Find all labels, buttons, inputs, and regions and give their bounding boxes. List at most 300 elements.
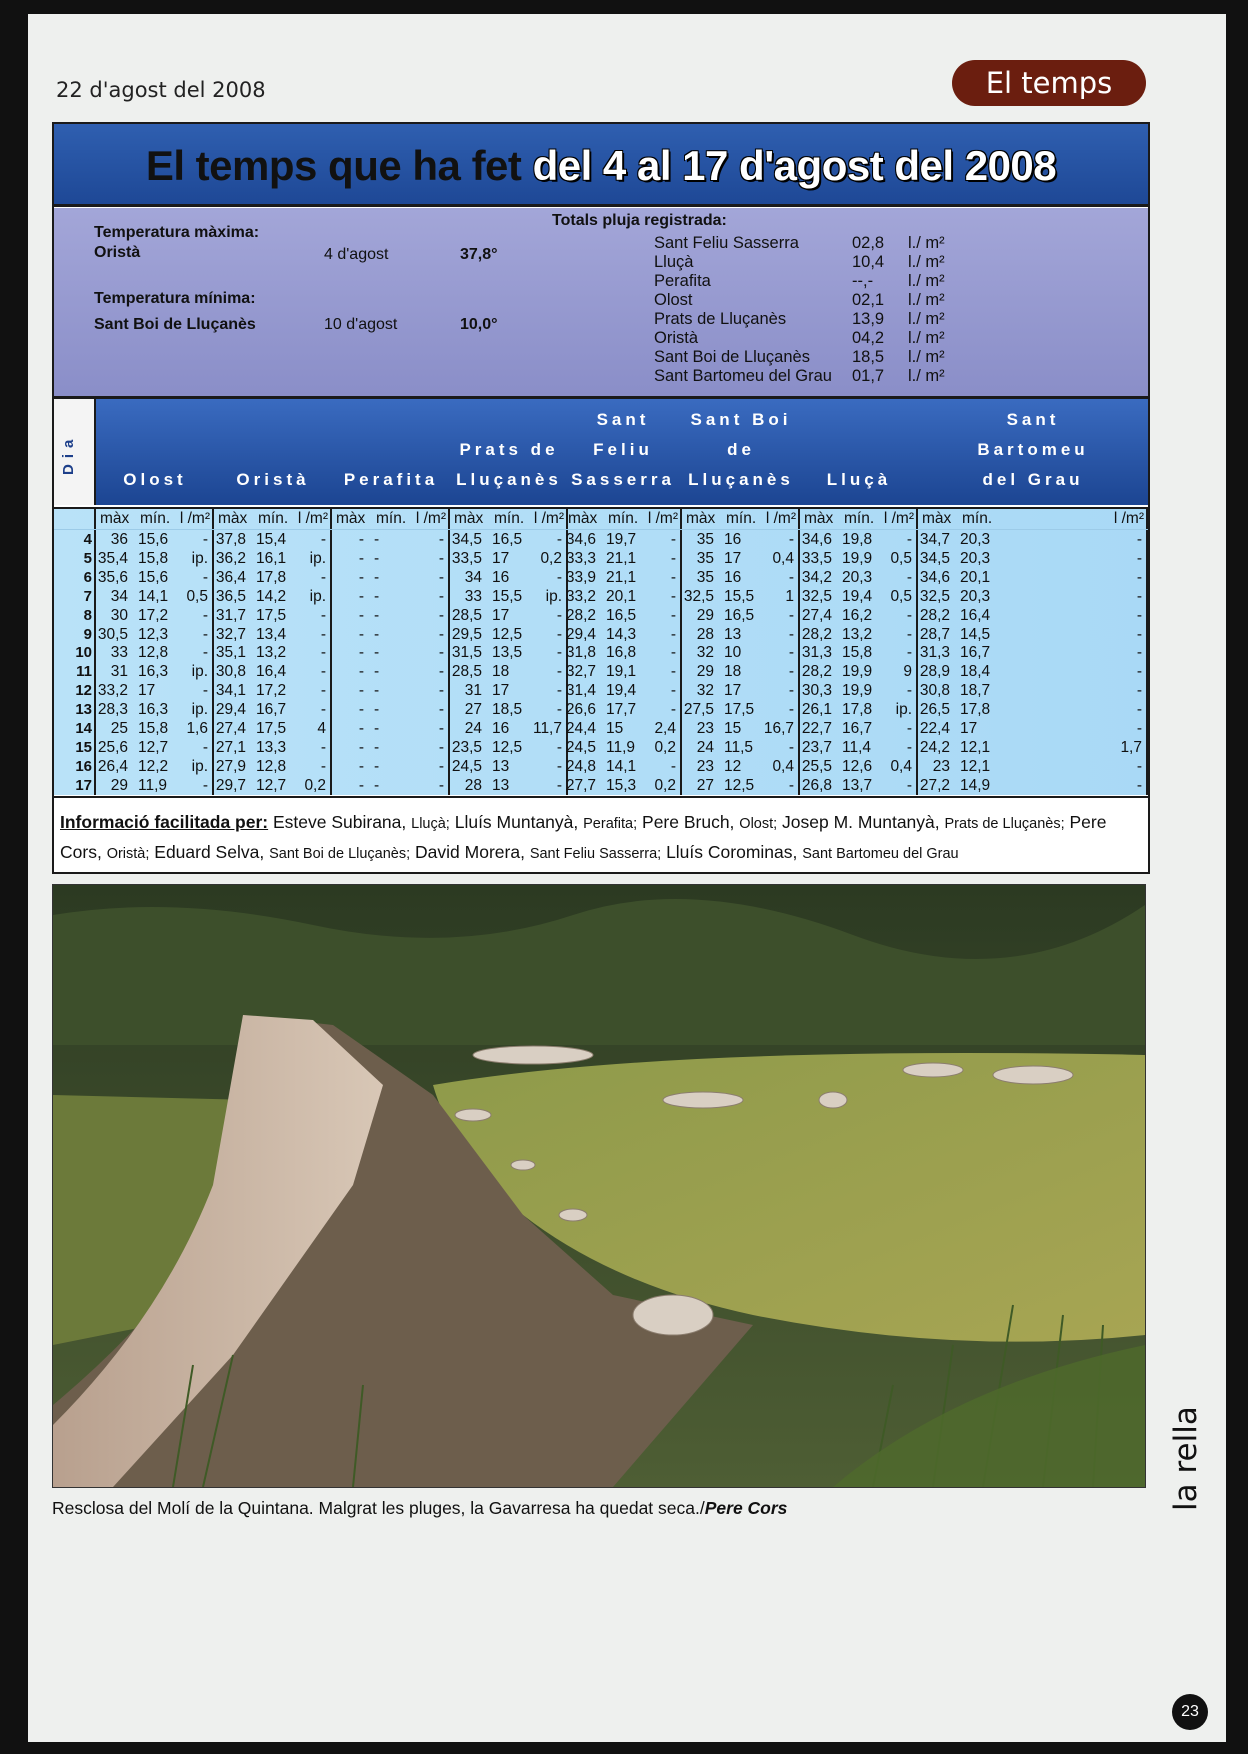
cell-rain: -: [202, 568, 208, 586]
cell-min: 13,5: [492, 644, 523, 662]
cell-rain: -: [438, 568, 444, 586]
cell-min: -: [374, 757, 380, 775]
cell-min: 18: [492, 663, 510, 681]
cell-max: 24,5: [451, 757, 482, 775]
sub-header: [96, 510, 214, 530]
cell-max: 29,4: [215, 701, 246, 719]
cell-rain: -: [556, 701, 562, 719]
cell-max: 34,2: [801, 568, 832, 586]
location-header: Sant Bartomeu del Grau: [977, 410, 1089, 489]
cell-min: 17,5: [724, 701, 755, 719]
day-cell: 8: [83, 606, 92, 624]
cell-max: 27,2: [919, 776, 950, 794]
cell-rain: -: [438, 587, 444, 605]
cell-max: -: [358, 720, 364, 737]
sub-header-max: màx: [804, 510, 834, 527]
cell-min: 20,1: [960, 568, 991, 586]
cell-max: -: [358, 568, 364, 586]
cell-min: 20,3: [842, 568, 873, 586]
cell-min: 16,3: [138, 701, 169, 719]
sub-header-max: màx: [922, 510, 952, 527]
cell-rain: 0,2: [654, 776, 676, 794]
cell-min: 16,7: [960, 644, 991, 662]
sub-header-min: mín.: [962, 510, 993, 527]
cell-max: 36,5: [215, 587, 246, 605]
cell-max: -: [358, 625, 364, 643]
cell-max: 31,3: [919, 644, 950, 662]
cell-max: -: [358, 682, 364, 700]
cell-rain: -: [1136, 663, 1142, 681]
cell-rain: -: [906, 720, 912, 737]
rain-row: [654, 367, 1134, 387]
cell-max: 36,2: [215, 549, 246, 567]
cell-max: 27: [464, 701, 482, 719]
cell-min: 18: [724, 663, 742, 681]
day-cell: 16: [75, 757, 92, 775]
cell-max: 28,5: [451, 663, 482, 681]
cell-rain: -: [788, 663, 794, 681]
day-header: Dia: [60, 433, 77, 475]
cell-rain: -: [438, 720, 444, 737]
rain-value: 02,8: [852, 234, 885, 252]
max-temp-date: 4 d'agost: [324, 246, 389, 263]
cell-min: 13: [492, 757, 510, 775]
cell-rain: -: [320, 625, 326, 643]
cell-max: 30,5: [97, 625, 128, 643]
rain-value: 01,7: [852, 367, 885, 385]
credit-person: David Morera,: [415, 842, 525, 862]
cell-min: 12,7: [138, 738, 169, 756]
rain-value: 10,4: [852, 253, 885, 271]
cell-rain: -: [670, 663, 676, 681]
sub-header-divider: [54, 529, 1148, 530]
cell-min: 15,5: [724, 587, 755, 605]
cell-rain: -: [788, 701, 794, 719]
cell-rain: -: [202, 531, 208, 548]
cell-max: 23: [696, 720, 714, 737]
cell-min: 19,1: [606, 663, 637, 681]
cell-rain: -: [1136, 776, 1142, 794]
rain-place: Sant Boi de Lluçanès: [654, 348, 810, 366]
cell-rain: -: [556, 776, 562, 794]
cell-rain: -: [320, 531, 326, 548]
cell-rain: -: [320, 738, 326, 756]
cell-max: 35: [696, 531, 714, 548]
cell-max: 26,4: [97, 757, 128, 775]
cell-max: 33,2: [97, 682, 128, 700]
min-temp-value: 10,0°: [460, 316, 498, 333]
cell-min: 12,8: [138, 644, 169, 662]
cell-max: 25: [110, 720, 128, 737]
cell-min: 16,7: [842, 720, 873, 737]
cell-max: 33,5: [801, 549, 832, 567]
day-cell: 15: [75, 738, 92, 756]
cell-max: 29: [110, 776, 128, 794]
sub-header: [332, 510, 450, 530]
cell-max: 28,2: [565, 606, 596, 624]
cell-min: 17: [492, 606, 510, 624]
cell-max: -: [358, 531, 364, 548]
min-temp-date: 10 d'agost: [324, 316, 398, 333]
rain-place: Lluçà: [654, 253, 694, 271]
cell-min: 16,5: [724, 606, 755, 624]
cell-min: 17,5: [256, 720, 287, 737]
rain-unit: l./ m²: [908, 310, 945, 328]
cell-min: 13,4: [256, 625, 287, 643]
photo-credit: Pere Cors: [704, 1498, 788, 1518]
cell-min: 17,2: [138, 606, 169, 624]
sub-header-rain: l /m²: [533, 510, 564, 527]
photo-caption-text: Resclosa del Molí de la Quintana. Malgrat les pluges, la Gavarresa ha quedat seca./: [52, 1498, 705, 1518]
credits: [54, 796, 1148, 872]
table-body: [54, 507, 1148, 795]
cell-max: 28: [464, 776, 482, 794]
cell-min: 12,7: [256, 776, 287, 794]
title-part1: El temps que ha fet: [145, 142, 522, 189]
issue-date: 22 d'agost del 2008: [56, 78, 266, 102]
cell-rain: -: [788, 776, 794, 794]
cell-max: 34: [464, 568, 482, 586]
day-cell: 13: [75, 701, 92, 719]
cell-rain: -: [320, 682, 326, 700]
cell-min: 12,2: [138, 757, 169, 775]
cell-max: -: [358, 549, 364, 567]
cell-min: 12,5: [492, 625, 523, 643]
sub-header-rain: l /m²: [883, 510, 914, 527]
cell-rain: -: [906, 531, 912, 548]
cell-rain: -: [438, 531, 444, 548]
cell-max: 29,5: [451, 625, 482, 643]
cell-rain: -: [438, 606, 444, 624]
cell-min: 16,2: [842, 606, 873, 624]
stats-box: [54, 208, 1148, 399]
max-temp-place: Oristà: [94, 244, 141, 261]
cell-min: -: [374, 625, 380, 643]
cell-min: 20,3: [960, 531, 991, 548]
rain-unit: l./ m²: [908, 367, 945, 385]
cell-rain: -: [556, 606, 562, 624]
location-column: [564, 509, 682, 795]
rain-row: [654, 234, 1134, 254]
sub-header: [564, 510, 682, 530]
cell-max: 34: [110, 587, 128, 605]
cell-max: -: [358, 701, 364, 719]
cell-rain: 0,5: [186, 587, 208, 605]
cell-rain: -: [788, 531, 794, 548]
cell-rain: -: [556, 531, 562, 548]
cell-max: 27: [696, 776, 714, 794]
location-header: Prats de Lluçanès: [456, 440, 562, 489]
magazine-name: la rella: [1168, 1406, 1204, 1512]
cell-max: 34,6: [919, 568, 950, 586]
sub-header-max: màx: [336, 510, 366, 527]
cell-min: -: [374, 531, 380, 548]
cell-rain: ip.: [191, 757, 208, 775]
cell-min: 16: [492, 720, 510, 737]
cell-rain: 9: [903, 663, 912, 681]
page: [28, 14, 1226, 1742]
cell-max: 31,8: [565, 644, 596, 662]
cell-min: 14,1: [138, 587, 169, 605]
title-part2: del 4 al 17 d'agost del 2008: [532, 142, 1057, 189]
cell-min: 14,5: [960, 625, 991, 643]
cell-min: 17: [492, 682, 510, 700]
cell-max: 33,9: [565, 568, 596, 586]
cell-min: 15: [724, 720, 742, 737]
cell-min: 12,6: [842, 757, 873, 775]
cell-min: -: [374, 701, 380, 719]
cell-rain: 0,2: [304, 776, 326, 794]
credit-person: Lluís Corominas,: [666, 842, 798, 862]
credit-place: Prats de Lluçanès;: [944, 816, 1065, 832]
cell-rain: -: [670, 682, 676, 700]
title-band: [54, 124, 1148, 207]
cell-min: 17,8: [960, 701, 991, 719]
cell-rain: -: [788, 568, 794, 586]
rain-value: 18,5: [852, 348, 885, 366]
credit-place: Sant Feliu Sasserra;: [529, 846, 662, 862]
cell-min: 11,9: [138, 776, 168, 794]
cell-rain: -: [670, 531, 676, 548]
cell-rain: -: [1136, 587, 1142, 605]
day-cell: 10: [75, 644, 92, 662]
rain-place: Prats de Lluçanès: [654, 310, 787, 328]
cell-min: 16,7: [256, 701, 287, 719]
day-cell: 11: [76, 663, 92, 681]
cell-rain: -: [788, 682, 794, 700]
cell-max: 23: [932, 757, 950, 775]
location-column: [450, 509, 568, 795]
cell-rain: -: [438, 644, 444, 662]
rain-unit: l./ m²: [908, 329, 945, 347]
cell-max: 24: [696, 738, 714, 756]
cell-min: 16,8: [606, 644, 637, 662]
sub-header: [214, 510, 332, 530]
rain-row: [654, 272, 1134, 292]
cell-rain: -: [1136, 757, 1142, 775]
credit-person: Esteve Subirana,: [272, 812, 407, 832]
cell-rain: -: [202, 738, 208, 756]
rain-place: Oristà: [654, 329, 699, 347]
cell-max: 31,4: [565, 682, 596, 700]
cell-max: 29: [696, 663, 714, 681]
sub-header-min: mín.: [494, 510, 525, 527]
cell-max: 32,7: [215, 625, 246, 643]
cell-rain: -: [906, 568, 912, 586]
cell-min: 16: [492, 568, 510, 586]
cell-rain: -: [670, 701, 676, 719]
cell-max: 31,3: [801, 644, 832, 662]
cell-max: 33: [464, 587, 482, 605]
cell-max: 27,4: [215, 720, 246, 737]
cell-min: -: [374, 549, 380, 567]
cell-rain: 4: [317, 720, 326, 737]
sub-header-rain: l /m²: [179, 510, 210, 527]
sub-header-max: màx: [568, 510, 598, 527]
cell-rain: -: [788, 625, 794, 643]
cell-rain: -: [556, 644, 562, 662]
cell-max: 34,7: [919, 531, 950, 548]
cell-rain: -: [320, 606, 326, 624]
cell-rain: -: [670, 757, 676, 775]
location-header-row: [96, 399, 1148, 505]
cell-max: 25,5: [801, 757, 832, 775]
cell-max: 35,4: [97, 549, 128, 567]
cell-min: 13,2: [256, 644, 287, 662]
cell-min: 12,1: [960, 738, 991, 756]
rain-place: Sant Bartomeu del Grau: [654, 367, 832, 385]
cell-max: 28,2: [801, 625, 832, 643]
rain-row: [654, 329, 1134, 349]
rain-place: Perafita: [654, 272, 711, 290]
sub-header-min: mín.: [844, 510, 875, 527]
cell-min: 15,6: [138, 531, 169, 548]
cell-rain: -: [438, 776, 444, 794]
day-cell: 17: [75, 776, 92, 794]
cell-max: 28: [696, 625, 714, 643]
cell-min: 18,5: [492, 701, 523, 719]
cell-min: 17: [492, 549, 510, 567]
credit-place: Sant Boi de Lluçanès;: [269, 846, 411, 862]
cell-max: 24,5: [565, 738, 596, 756]
cell-rain: 1,6: [186, 720, 208, 737]
cell-max: -: [358, 663, 364, 681]
rain-value: 02,1: [852, 291, 885, 309]
cell-max: 28,9: [919, 663, 950, 681]
cell-min: 13,3: [256, 738, 287, 756]
location-column: [918, 509, 1148, 795]
cell-max: 28,5: [451, 606, 482, 624]
cell-max: 32,5: [919, 587, 950, 605]
cell-max: 37,8: [215, 531, 246, 548]
cell-rain: -: [1136, 606, 1142, 624]
cell-min: 11,9: [606, 738, 636, 756]
cell-rain: ip.: [545, 587, 562, 605]
sub-header-min: mín.: [258, 510, 289, 527]
cell-min: 12,3: [138, 625, 169, 643]
cell-max: 27,9: [215, 757, 246, 775]
cell-max: 33,2: [565, 587, 596, 605]
section-badge: El temps: [952, 60, 1146, 106]
cell-min: 14,1: [606, 757, 637, 775]
cell-min: 16,5: [606, 606, 637, 624]
cell-rain: -: [906, 738, 912, 756]
cell-min: 11,4: [842, 738, 872, 756]
sub-header-max: màx: [454, 510, 484, 527]
sub-header-max: màx: [100, 510, 130, 527]
sub-header-rain: l /m²: [647, 510, 678, 527]
credit-place: Sant Bartomeu del Grau: [802, 846, 959, 862]
day-cell: 5: [83, 549, 92, 567]
location-column: [800, 509, 918, 795]
location-header: Oristà: [236, 470, 310, 489]
cell-min: 19,7: [606, 531, 637, 548]
cell-rain: -: [556, 568, 562, 586]
cell-min: 16: [724, 568, 742, 586]
cell-min: 15,4: [256, 531, 287, 548]
cell-rain: ip.: [895, 701, 912, 719]
rain-value: 13,9: [852, 310, 885, 328]
cell-max: -: [358, 644, 364, 662]
sub-header: [450, 510, 568, 530]
weather-table: [54, 399, 1148, 793]
day-cell: 9: [83, 625, 92, 643]
location-header: Olost: [123, 470, 187, 489]
cell-rain: -: [1136, 682, 1142, 700]
cell-rain: 0,5: [890, 549, 912, 567]
credit-place: Olost;: [739, 816, 778, 832]
cell-min: 15,3: [606, 776, 637, 794]
cell-rain: -: [906, 606, 912, 624]
cell-rain: ip.: [191, 549, 208, 567]
sub-header-max: màx: [218, 510, 248, 527]
cell-max: 23: [696, 757, 714, 775]
cell-rain: -: [438, 682, 444, 700]
sub-header: [682, 510, 800, 530]
cell-rain: -: [788, 606, 794, 624]
cell-min: 20,1: [606, 587, 637, 605]
cell-max: -: [358, 757, 364, 775]
day-cell: 4: [83, 531, 92, 548]
cell-min: 17,8: [842, 701, 873, 719]
rain-unit: l./ m²: [908, 291, 945, 309]
sub-header-min: mín.: [376, 510, 407, 527]
cell-max: 32,7: [565, 663, 596, 681]
cell-min: 19,9: [842, 663, 873, 681]
cell-min: -: [374, 682, 380, 700]
cell-rain: -: [670, 587, 676, 605]
cell-rain: -: [670, 568, 676, 586]
magazine-name-block: [1168, 1384, 1208, 1534]
cell-min: 15: [606, 720, 624, 737]
cell-max: 33,5: [451, 549, 482, 567]
cell-rain: 0,4: [890, 757, 912, 775]
rain-totals-label: Totals pluja registrada:: [552, 212, 727, 229]
cell-max: 34,6: [565, 531, 596, 548]
cell-rain: -: [670, 549, 676, 567]
cell-min: 12: [724, 757, 742, 775]
cell-min: 21,1: [606, 549, 637, 567]
cell-min: 17: [724, 549, 742, 567]
rain-row: [654, 348, 1134, 368]
photo-caption: [52, 1498, 1052, 1519]
cell-max: 27,7: [565, 776, 596, 794]
credit-person: Lluís Muntanyà,: [454, 812, 579, 832]
rain-unit: l./ m²: [908, 348, 945, 366]
credit-person: Josep M. Muntanyà,: [782, 812, 940, 832]
cell-rain: ip.: [191, 701, 208, 719]
cell-max: 28,7: [919, 625, 950, 643]
cell-rain: -: [438, 757, 444, 775]
cell-max: 31: [464, 682, 482, 700]
cell-min: 19,9: [842, 682, 873, 700]
cell-max: 28,2: [801, 663, 832, 681]
cell-max: 23,5: [451, 738, 482, 756]
cell-rain: -: [670, 644, 676, 662]
cell-min: 16,5: [492, 531, 523, 548]
cell-max: 32,5: [683, 587, 714, 605]
river-photo: [52, 884, 1146, 1488]
day-cell: 7: [83, 587, 92, 605]
sub-header-min: mín.: [726, 510, 757, 527]
location-header: Sant Feliu Sasserra: [571, 410, 675, 489]
cell-min: 12,5: [724, 776, 755, 794]
cell-rain: 2,4: [654, 720, 676, 737]
cell-rain: 1,7: [1120, 738, 1142, 756]
cell-rain: -: [556, 738, 562, 756]
rain-place: Olost: [654, 291, 693, 309]
cell-rain: -: [1136, 568, 1142, 586]
